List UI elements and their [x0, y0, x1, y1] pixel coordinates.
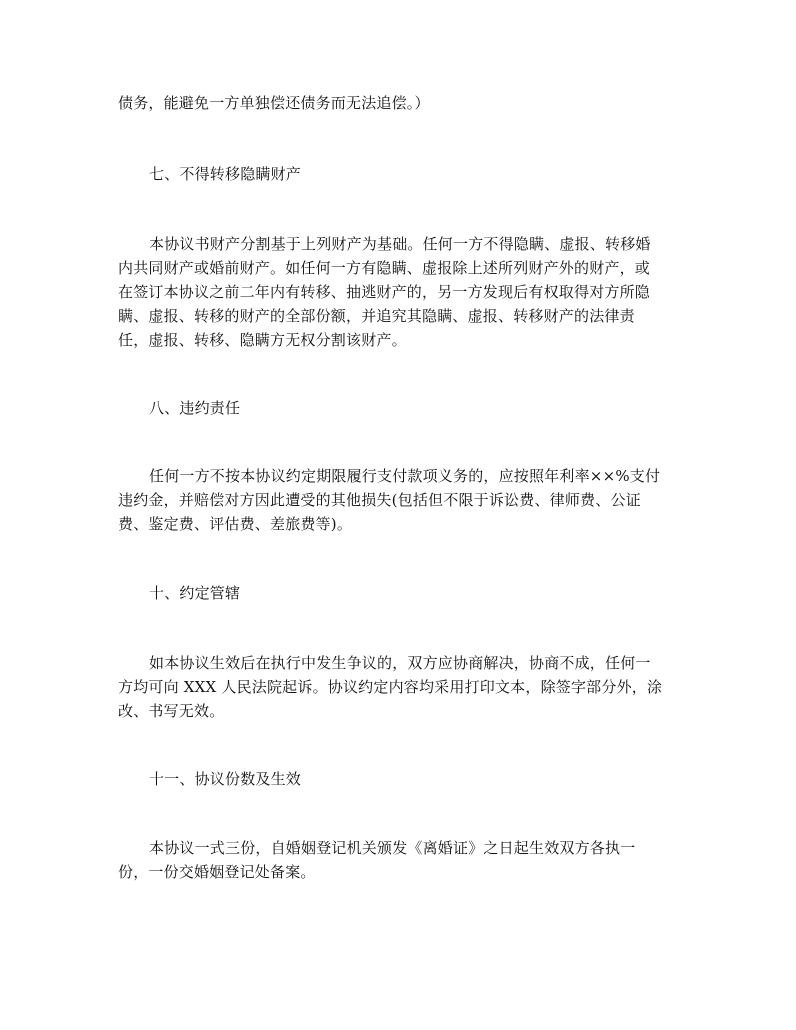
- paragraph-line: 本协议一式三份，自婚姻登记机关颁发《离婚证》之日起生效双方各执一: [149, 839, 636, 857]
- paragraph-line: 瞒、虚报、转移的财产的全部份额，并追究其隐瞒、虚报、转移财产的法律责: [118, 307, 635, 325]
- paragraph-line: 在签订本协议之前二年内有转移、抽逃财产的，另一方发现后有权取得对方所隐: [118, 283, 651, 301]
- paragraph-line: 如本协议生效后在执行中发生争议的，双方应协商解决，协商不成，任何一: [149, 654, 651, 672]
- paragraph-line: 份，一份交婚姻登记处备案。: [118, 863, 316, 881]
- section-heading-10: 十、约定管辖: [149, 584, 241, 602]
- section-heading-11: 十一、协议份数及生效: [149, 770, 302, 788]
- paragraph-line: 内共同财产或婚前财产。如任何一方有隐瞒、虚报除上述所列财产外的财产，或: [118, 259, 651, 277]
- section-heading-8: 八、违约责任: [149, 399, 241, 417]
- paragraph-line: 方均可向 XXX 人民法院起诉。协议约定内容均采用打印文本，除签字部分外，涂: [118, 678, 663, 696]
- paragraph-line: 任何一方不按本协议约定期限履行支付款项义务的，应按照年利率××%支付: [149, 467, 661, 485]
- paragraph-line: 违约金，并赔偿对方因此遭受的其他损失(包括但不限于诉讼费、律师费、公证: [118, 491, 641, 509]
- continuation-text: 债务，能避免一方单独偿还债务而无法追偿。）: [118, 94, 430, 112]
- paragraph-line: 任，虚报、转移、隐瞒方无权分割该财产。: [118, 331, 407, 349]
- paragraph-line: 费、鉴定费、评估费、差旅费等)。: [118, 515, 353, 533]
- section-heading-7: 七、不得转移隐瞒财产: [149, 165, 302, 183]
- paragraph-line: 本协议书财产分割基于上列财产为基础。任何一方不得隐瞒、虚报、转移婚: [149, 235, 651, 253]
- paragraph-line: 改、书写无效。: [118, 702, 225, 720]
